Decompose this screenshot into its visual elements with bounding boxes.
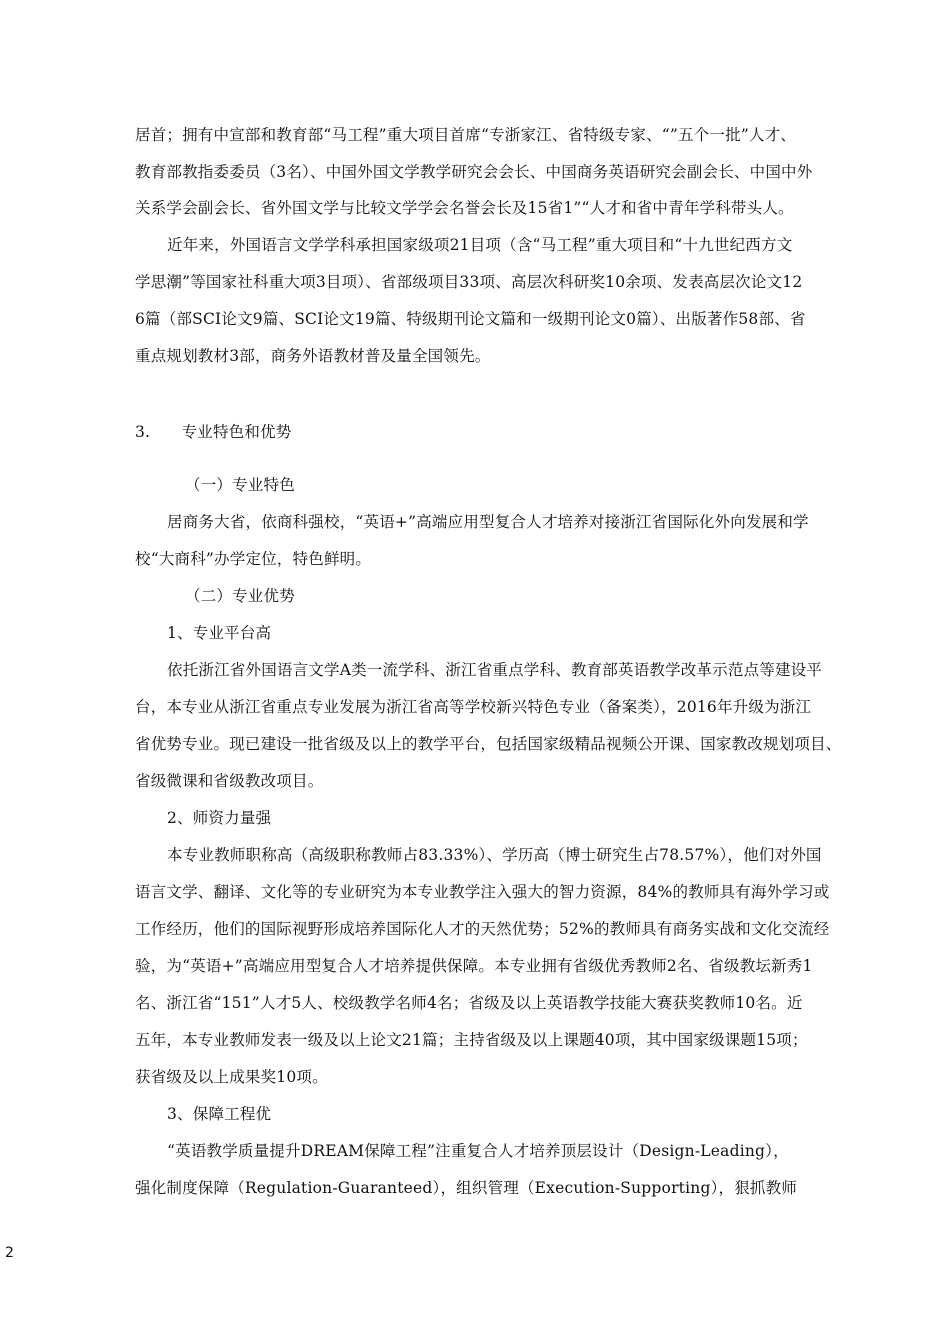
page-number: 2 [5, 1245, 14, 1261]
text-line: 2、师资力量强 [167, 809, 272, 827]
text-line: 1、专业平台高 [167, 624, 272, 642]
text-line: 省优势专业。现已建设一批省级及以上的教学平台，包括国家级精品视频公开课、国家教改规划项目、 [135, 735, 842, 753]
text-line: 强化制度保障（Regulation-Guaranteed），组织管理（Execution-Supporting），狠抓教师 [135, 1179, 798, 1197]
text-line: 验，为“英语+”高端应用型复合人才培养提供保障。本专业拥有省级优秀教师2名、省级教坛新秀1 [135, 957, 813, 975]
text-line: 学思潮”等国家社科重大项3目项）、省部级项目33项、高层次科研奖10余项、发表高层次论文12 [135, 273, 803, 291]
text-line: 台，本专业从浙江省重点专业发展为浙江省高等学校新兴特色专业（备案类），2016年升级为浙江 [135, 698, 812, 716]
text-line: 名、浙江省“151”人才5人、校级教学名师4名；省级及以上英语教学技能大赛获奖教师10名。近 [135, 994, 803, 1012]
text-line: 近年来，外国语言文学学科承担国家级项21目项（含“马工程”重大项目和“十九世纪西方文 [167, 236, 793, 254]
text-line: 3. 专业特色和优势 [135, 423, 292, 441]
text-line: 6篇（部SCI论文9篇、SCI论文19篇、特级期刊论文篇和一级期刊论文0篇）、出版著作58部、省 [135, 310, 806, 328]
text-line: 校“大商科”办学定位，特色鲜明。 [135, 550, 372, 568]
text-line: （二）专业优势 [185, 587, 295, 605]
text-line: 本专业教师职称高（高级职称教师占83.33%）、学历高（博士研究生占78.57%），他们对外国 [167, 846, 822, 864]
text-line: 3、保障工程优 [167, 1105, 272, 1123]
text-line: 工作经历，他们的国际视野形成培养国际化人才的天然优势；52%的教师具有商务实战和文化交流经 [135, 920, 830, 938]
text-line: 五年，本专业教师发表一级及以上论文21篇；主持省级及以上课题40项，其中国家级课题15项； [135, 1031, 808, 1049]
text-line: 居商务大省，依商科强校，“英语+”高端应用型复合人才培养对接浙江省国际化外向发展和学 [167, 513, 809, 531]
text-line: 获省级及以上成果奖10项。 [135, 1068, 328, 1086]
text-line: 居首；拥有中宣部和教育部“马工程”重大项目首席“专浙家江、省特级专家、“”五个一批”人才、 [135, 126, 797, 144]
text-line: 教育部教指委委员（3名）、中国外国文学教学研究会会长、中国商务英语研究会副会长、中国中外 [135, 163, 813, 181]
text-line: 语言文学、翻译、文化等的专业研究为本专业教学注入强大的智力资源，84%的教师具有海外学习或 [135, 883, 830, 901]
text-line: 省级微课和省级教改项目。 [135, 772, 324, 790]
text-line: 依托浙江省外国语言文学A类一流学科、浙江省重点学科、教育部英语教学改革示范点等建设平 [167, 661, 823, 679]
text-line: 关系学会副会长、省外国文学与比较文学学会名誉会长及15省1”“人才和省中青年学科带头人。 [135, 199, 794, 217]
text-line: “英语教学质量提升DREAM保障工程”注重复合人才培养顶层设计（Design-Leading）， [167, 1142, 789, 1160]
text-line: 重点规划教材3部，商务外语教材普及量全国领先。 [135, 347, 491, 365]
text-line: （一）专业特色 [185, 476, 295, 494]
